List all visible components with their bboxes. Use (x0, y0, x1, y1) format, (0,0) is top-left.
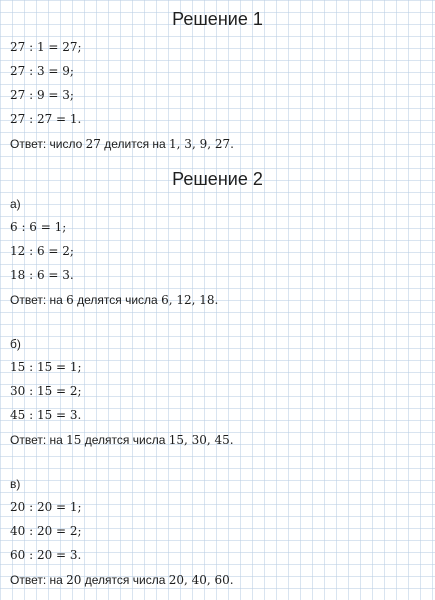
answer-middle: делится на (100, 137, 170, 151)
part-c-answer (10, 572, 234, 588)
answer-number: 20 (66, 573, 82, 587)
equation-line: 40 : 20 = 2; (10, 524, 82, 538)
answer-middle: делятся числа (81, 433, 169, 447)
solution-1-title: Решение 1 (172, 9, 263, 29)
answer-values: 20, 40, 60. (168, 573, 234, 587)
part-label-a: а) (10, 197, 21, 211)
answer-values: 15, 30, 45. (168, 433, 234, 447)
part-a-answer (10, 292, 218, 308)
equation-line: 27 : 3 = 9; (10, 64, 74, 78)
part-b-answer (10, 432, 234, 448)
equation-line: 27 : 9 = 3; (10, 88, 74, 102)
answer-prefix: Ответ: на (10, 433, 67, 447)
answer-middle: делятся числа (81, 573, 169, 587)
answer-number: 27 (85, 137, 101, 151)
equation-line: 27 : 1 = 27; (10, 40, 82, 54)
equation-line: 20 : 20 = 1; (10, 500, 82, 514)
equation-line: 18 : 6 = 3. (10, 268, 74, 282)
equation-line: 27 : 27 = 1. (10, 112, 82, 126)
equation-line: 15 : 15 = 1; (10, 360, 82, 374)
part-label-b: б) (10, 337, 21, 351)
solution-2-title: Решение 2 (172, 169, 263, 189)
answer-number: 15 (66, 433, 82, 447)
answer-prefix: Ответ: на (10, 573, 67, 587)
equation-line: 6 : 6 = 1; (10, 220, 67, 234)
answer-prefix: Ответ: число (10, 137, 86, 151)
solution-1-answer (10, 136, 234, 152)
answer-middle: делятся числа (73, 293, 162, 307)
equation-line: 60 : 20 = 3. (10, 548, 82, 562)
equation-line: 30 : 15 = 2; (10, 384, 82, 398)
answer-values: 1, 3, 9, 27. (169, 137, 234, 151)
part-label-c: в) (10, 477, 21, 491)
answer-prefix: Ответ: на (10, 293, 67, 307)
equation-line: 12 : 6 = 2; (10, 244, 74, 258)
equation-line: 45 : 15 = 3. (10, 408, 82, 422)
answer-values: 6, 12, 18. (161, 293, 219, 307)
answer-number: 6 (66, 293, 74, 307)
